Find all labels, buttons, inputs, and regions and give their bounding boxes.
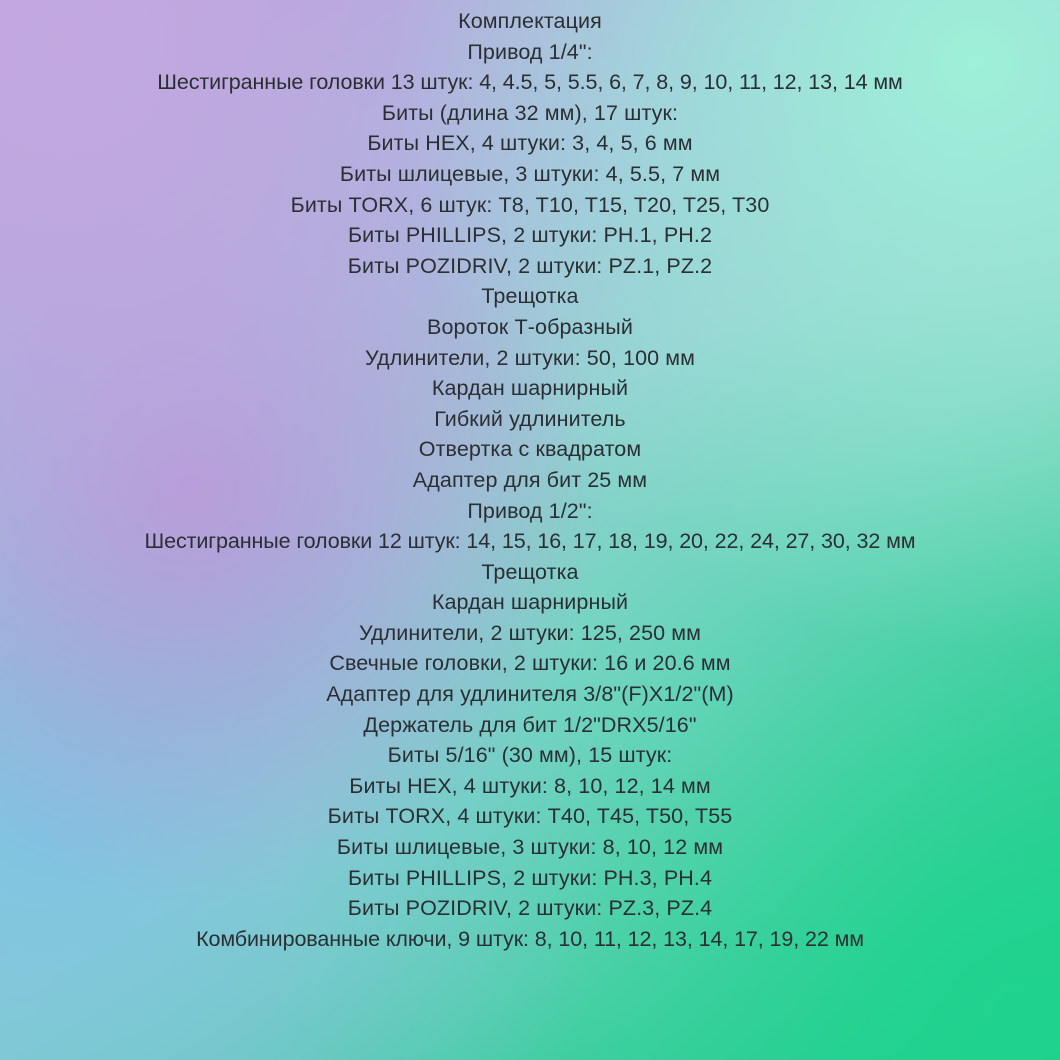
list-line: Кардан шарнирный — [431, 376, 629, 401]
list-line: Адаптер для бит 25 мм — [412, 467, 648, 492]
list-line: Комплектация — [458, 9, 602, 33]
list-line: Привод 1/2": — [467, 498, 593, 523]
list-line: Биты HEX, 4 штуки: 3, 4, 5, 6 мм — [367, 131, 693, 156]
list-line: Трещотка — [481, 559, 579, 584]
list-line: Биты шлицевые, 3 штуки: 8, 10, 12 мм — [336, 835, 724, 860]
list-line: Шестигранные головки 13 штук: 4, 4.5, 5, 5.5, 6, 7, 8, 9, 10, 11, 12, 13, 14 мм — [157, 70, 903, 95]
list-line: Вороток Т-образный — [427, 314, 633, 339]
list-line: Комбинированные ключи, 9 штук: 8, 10, 11, 12, 13, 14, 17, 19, 22 мм — [196, 926, 864, 951]
list-line: Отвертка с квадратом — [418, 437, 642, 462]
list-line: Кардан шарнирный — [431, 590, 629, 615]
list-line: Привод 1/4": — [467, 39, 593, 64]
list-line: Биты POZIDRIV, 2 штуки: PZ.3, PZ.4 — [347, 896, 713, 921]
list-line: Биты (длина 32 мм), 17 штук: — [381, 100, 679, 125]
list-line: Биты PHILLIPS, 2 штуки: PH.1, PH.2 — [347, 223, 713, 248]
specification-list — [0, 6, 1060, 954]
list-line: Адаптер для удлинителя 3/8"(F)X1/2"(M) — [326, 682, 734, 707]
list-line: Держатель для бит 1/2"DRX5/16" — [363, 712, 697, 737]
list-line: Биты шлицевые, 3 штуки: 4, 5.5, 7 мм — [339, 161, 721, 186]
list-line: Биты PHILLIPS, 2 штуки: PH.3, PH.4 — [347, 865, 713, 890]
list-line: Удлинители, 2 штуки: 50, 100 мм — [364, 345, 696, 370]
list-line: Биты HEX, 4 штуки: 8, 10, 12, 14 мм — [349, 773, 711, 798]
list-line: Биты TORX, 6 штук: T8, T10, T15, T20, T25, T30 — [290, 192, 770, 217]
list-line: Биты POZIDRIV, 2 штуки: PZ.1, PZ.2 — [347, 253, 713, 278]
list-line: Трещотка — [481, 284, 579, 309]
list-line: Свечные головки, 2 штуки: 16 и 20.6 мм — [329, 651, 731, 676]
list-line: Биты TORX, 4 штуки: T40, T45, T50, T55 — [327, 804, 733, 829]
list-line: Гибкий удлинитель — [434, 406, 626, 431]
list-line: Биты 5/16" (30 мм), 15 штук: — [387, 743, 673, 768]
list-line: Шестигранные головки 12 штук: 14, 15, 16, 17, 18, 19, 20, 22, 24, 27, 30, 32 мм — [144, 529, 916, 554]
list-line: Удлинители, 2 штуки: 125, 250 мм — [358, 620, 702, 645]
